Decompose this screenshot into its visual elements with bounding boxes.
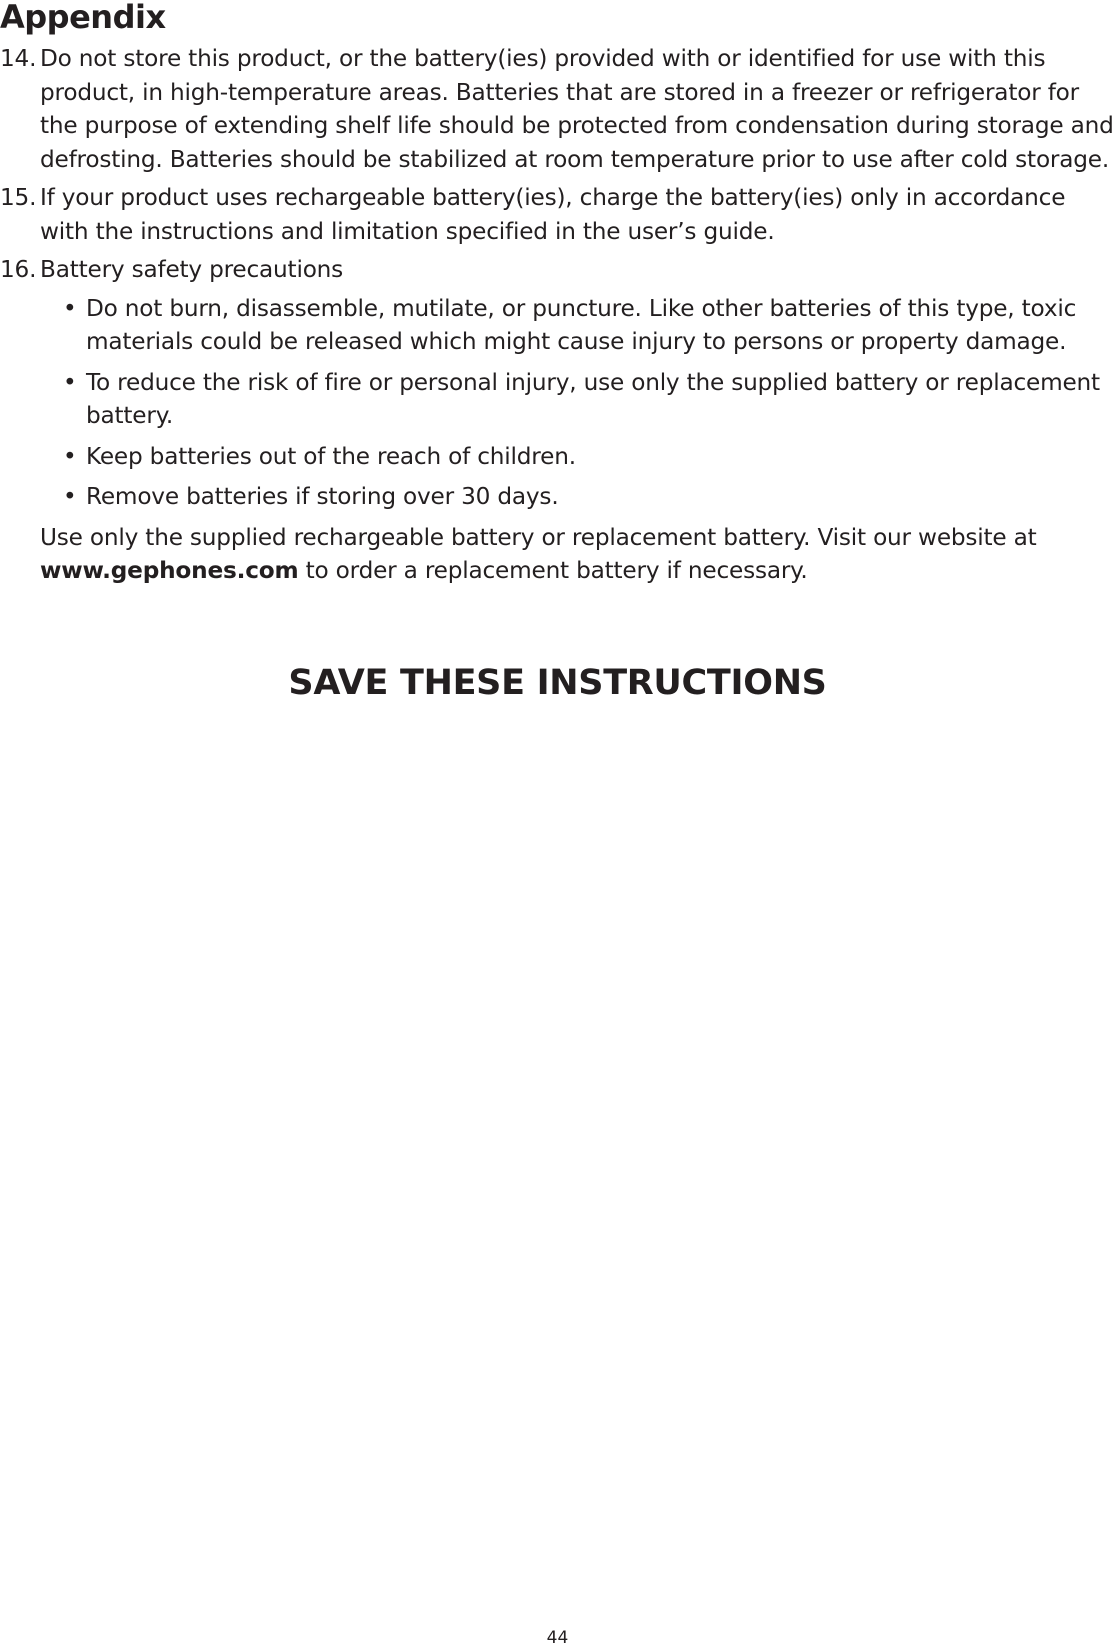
bullet-text: To reduce the risk of fire or personal injury, use only the supplied battery or replacement battery.	[86, 368, 1100, 429]
page-title: Appendix	[0, 0, 166, 36]
replacement-note	[0, 521, 1115, 588]
save-instructions-heading: SAVE THESE INSTRUCTIONS	[288, 663, 827, 703]
bullet-text: Remove batteries if storing over 30 days.	[86, 483, 559, 510]
bullet-icon: •	[63, 442, 77, 470]
note-text-end: to order a replacement battery if necessary.	[298, 557, 808, 584]
bullet-item	[0, 480, 1115, 514]
bullet-icon: •	[63, 483, 77, 510]
appendix-content	[0, 42, 1115, 588]
bullet-text: Keep batteries out of the reach of children.	[86, 442, 576, 470]
list-item-15	[0, 181, 1115, 248]
item-number: 15.	[0, 184, 37, 211]
bullet-icon: •	[63, 294, 77, 322]
item-number: 14.	[0, 45, 37, 72]
list-item-14	[0, 42, 1115, 176]
bullet-item	[0, 366, 1115, 433]
note-text: Use only the supplied rechargeable battery or replacement battery. Visit our website at	[40, 523, 1037, 551]
bullet-item	[0, 292, 1115, 359]
item-text: If your product uses rechargeable battery(ies), charge the battery(ies) only in accordance with the instructions and limitation specified in the user’s guide.	[40, 184, 1066, 245]
website-link[interactable]: www.gephones.com	[40, 557, 299, 584]
page-number: 44	[546, 1628, 569, 1648]
bullet-icon: •	[63, 368, 77, 396]
item-text: Battery safety precautions	[40, 256, 344, 283]
item-text: Do not store this product, or the battery(ies) provided with or identified for use with this product, in high-temperature areas. Batteries that are stored in a freezer or refrigerator for the purpose of extending shelf life should be protected from condensation during storage and defrosting. Batteries should be stabilized at room temperature prior to use after cold storage.	[40, 45, 1114, 173]
list-item-16	[0, 253, 1115, 287]
bullet-text: Do not burn, disassemble, mutilate, or puncture. Like other batteries of this type, toxic materials could be released which might cause injury to persons or property damage.	[86, 294, 1077, 355]
item-number: 16.	[0, 256, 37, 283]
bullet-item	[0, 440, 1115, 474]
